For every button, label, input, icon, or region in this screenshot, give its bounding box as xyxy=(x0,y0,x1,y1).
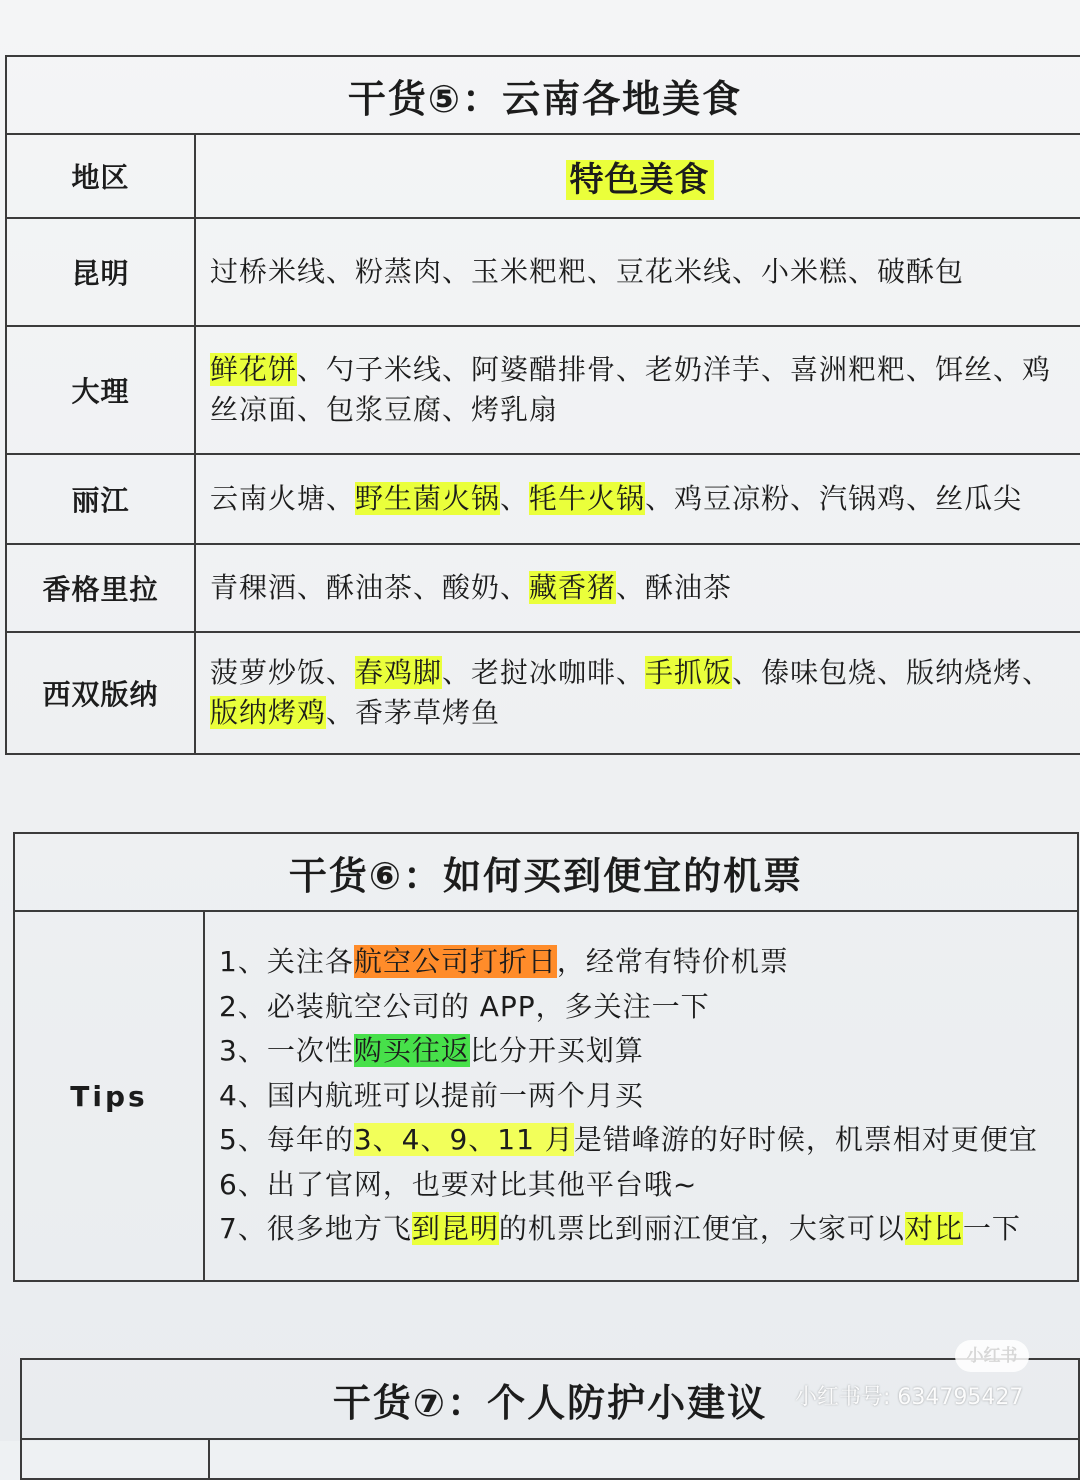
region-xishuangbanna: 西双版纳 xyxy=(6,632,195,754)
text-segment: 1、关注各 xyxy=(219,945,354,979)
highlighted-text: 对比 xyxy=(904,1212,963,1246)
tip-item xyxy=(219,1074,1067,1119)
highlighted-text: 购买往返 xyxy=(353,1034,470,1068)
text-segment: 的机票比到丽江便宜，大家可以 xyxy=(498,1212,905,1246)
food-list-shangrila xyxy=(195,544,1080,632)
text-segment: 云南火塘、 xyxy=(210,482,356,515)
text-segment: 、老挝冰咖啡、 xyxy=(442,656,646,689)
text-segment: 、 xyxy=(500,482,530,515)
text-segment: 比分开买划算 xyxy=(469,1034,644,1068)
header-region: 地区 xyxy=(6,134,195,218)
xiaohongshu-logo: 小红书 xyxy=(955,1340,1029,1372)
tip-item xyxy=(219,1118,1067,1163)
text-segment: 5、每年的 xyxy=(219,1123,354,1157)
text-segment: 、香茅草烤鱼 xyxy=(326,696,501,729)
highlighted-text: 春鸡脚 xyxy=(355,656,443,689)
highlighted-text: 3、4、9、11 月 xyxy=(353,1123,574,1157)
highlighted-text: 手抓饭 xyxy=(645,656,733,689)
text-segment: 2、必装航空公司的 APP，多关注一下 xyxy=(219,989,710,1023)
cropped-cell xyxy=(209,1439,1079,1479)
watermark-account-id: 小红书号: 634795427 xyxy=(795,1385,1024,1410)
food-list-dali xyxy=(195,326,1080,454)
food-list-kunming xyxy=(195,218,1080,326)
highlighted-text: 航空公司打折日 xyxy=(353,945,557,979)
section7-title: 干货⑦：个人防护小建议 xyxy=(21,1359,1079,1439)
food-list-lijiang xyxy=(195,454,1080,544)
personal-protection-table xyxy=(20,1358,1080,1480)
tips-list xyxy=(204,911,1078,1281)
text-segment: 过桥米线、粉蒸肉、玉米粑粑、豆花米线、小米糕、破酥包 xyxy=(210,255,965,288)
highlighted-text: 到昆明 xyxy=(411,1212,499,1246)
header-food: 特色美食 xyxy=(566,160,714,200)
region-kunming: 昆明 xyxy=(6,218,195,326)
tip-item xyxy=(219,1163,1067,1208)
text-segment: 青稞酒、酥油茶、酸奶、 xyxy=(210,571,530,604)
tips-label: Tips xyxy=(14,911,204,1281)
section5-title: 干货⑤：云南各地美食 xyxy=(6,56,1080,134)
highlighted-text: 野生菌火锅 xyxy=(355,482,501,515)
text-segment: 、傣味包烧、版纳烧烤、 xyxy=(732,656,1052,689)
cropped-cell xyxy=(21,1439,209,1479)
food-list-xishuangbanna xyxy=(195,632,1080,754)
text-segment: ，经常有特价机票 xyxy=(556,945,789,979)
cheap-flight-table xyxy=(13,832,1079,1282)
section6-title: 干货⑥：如何买到便宜的机票 xyxy=(14,833,1078,911)
text-segment: 是错峰游的好时候，机票相对更便宜 xyxy=(573,1123,1038,1157)
tip-item xyxy=(219,985,1067,1030)
region-lijiang: 丽江 xyxy=(6,454,195,544)
yunnan-food-table xyxy=(5,55,1080,755)
header-food-cell xyxy=(195,134,1080,218)
highlighted-text: 版纳烤鸡 xyxy=(210,696,327,729)
region-dali: 大理 xyxy=(6,326,195,454)
tip-item xyxy=(219,1207,1067,1252)
tip-item xyxy=(219,940,1067,985)
highlighted-text: 藏香猪 xyxy=(529,571,617,604)
text-segment: 菠萝炒饭、 xyxy=(210,656,356,689)
highlighted-text: 牦牛火锅 xyxy=(529,482,646,515)
tip-item xyxy=(219,1029,1067,1074)
text-segment: 6、出了官网，也要对比其他平台哦~ xyxy=(219,1167,698,1201)
highlighted-text: 鲜花饼 xyxy=(210,353,298,386)
text-segment: 4、国内航班可以提前一两个月买 xyxy=(219,1078,644,1112)
text-segment: 7、很多地方飞 xyxy=(219,1212,412,1246)
text-segment: 、鸡豆凉粉、汽锅鸡、丝瓜尖 xyxy=(645,482,1023,515)
region-shangrila: 香格里拉 xyxy=(6,544,195,632)
text-segment: 3、一次性 xyxy=(219,1034,354,1068)
text-segment: 、勺子米线、阿婆醋排骨、老奶洋芋、喜洲粑粑、饵丝、鸡丝凉面、包浆豆腐、烤乳扇 xyxy=(210,353,1052,426)
text-segment: 、酥油茶 xyxy=(616,571,733,604)
text-segment: 一下 xyxy=(962,1212,1021,1246)
